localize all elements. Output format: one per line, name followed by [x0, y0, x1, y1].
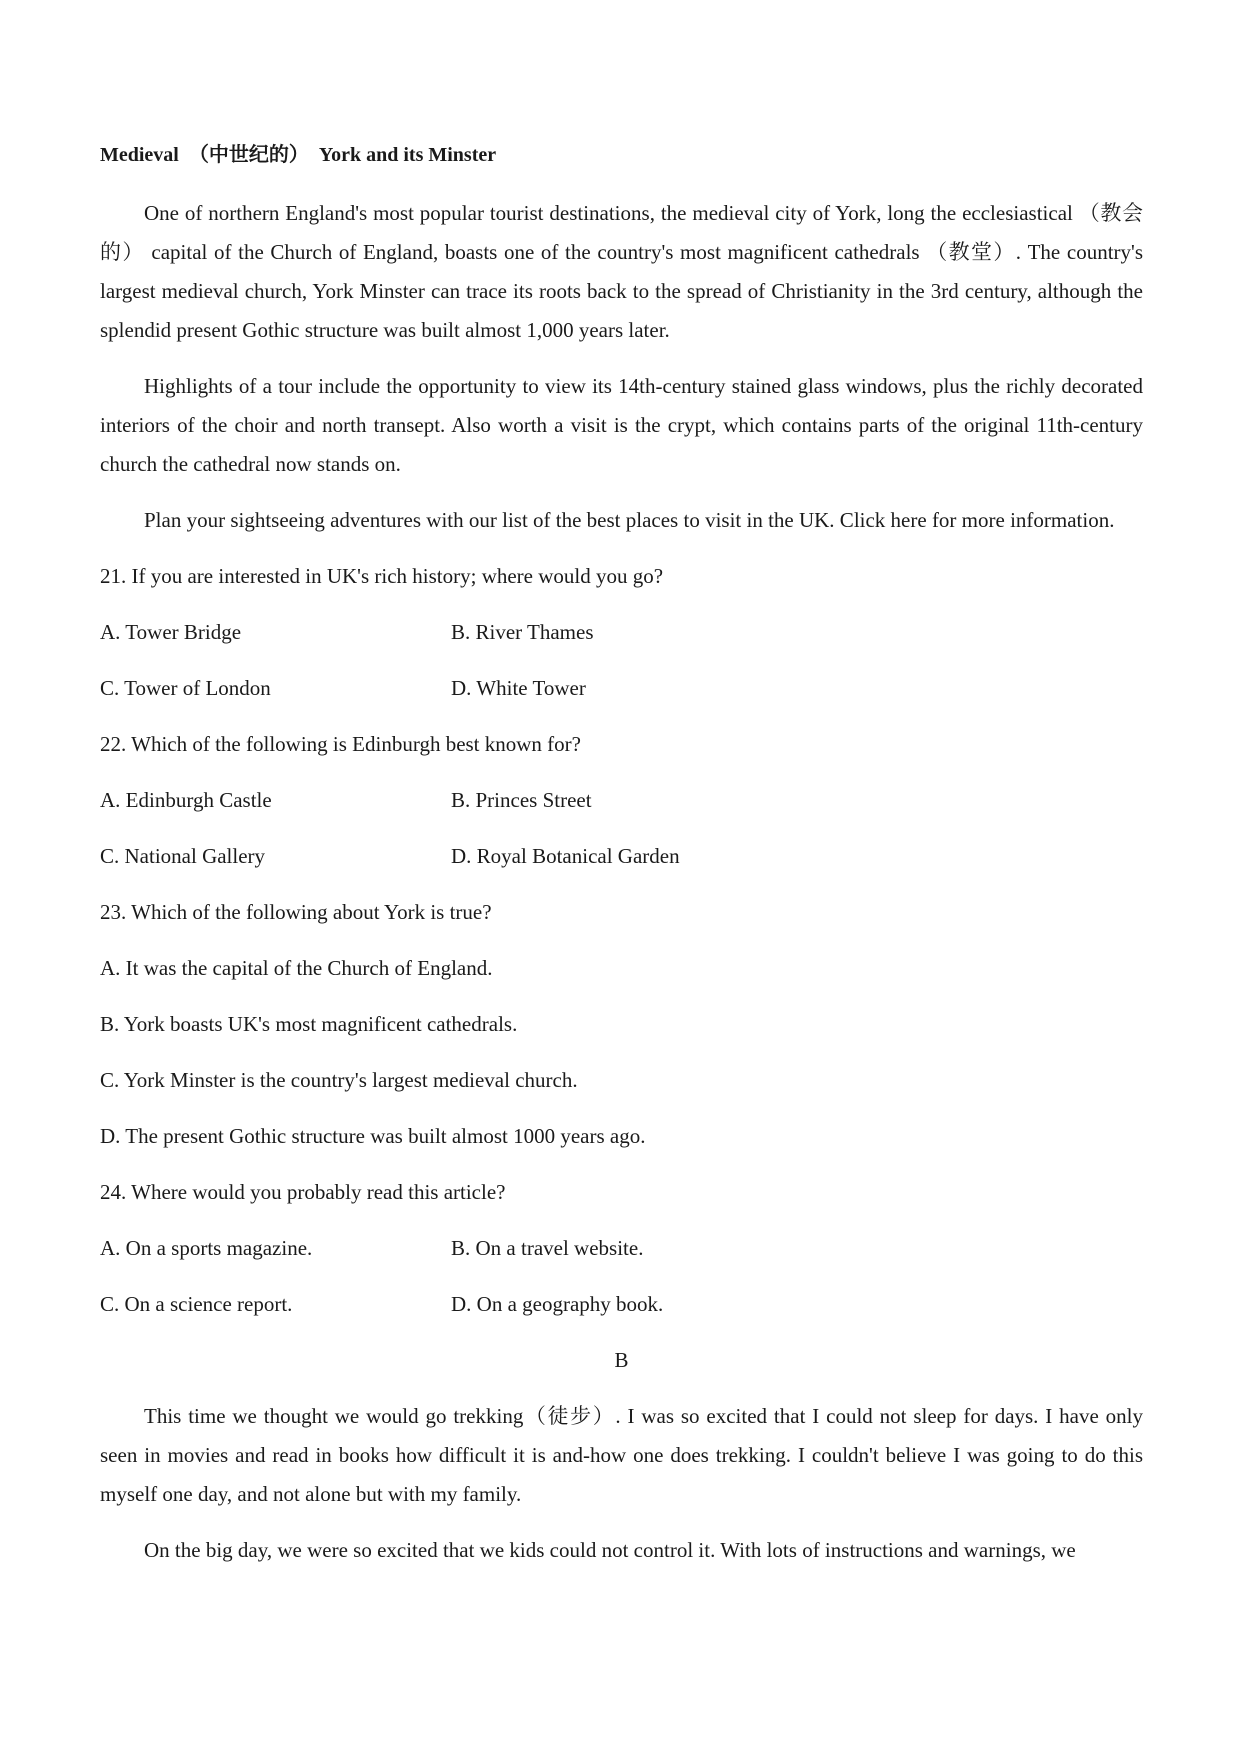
question-21-option-a: A. Tower Bridge	[100, 620, 242, 644]
passage-a-title	[100, 138, 1143, 172]
question-24-option-c: C. On a science report.	[100, 1292, 293, 1316]
question-22-option-a: A. Edinburgh Castle	[100, 788, 272, 812]
document-page	[100, 138, 1143, 1587]
question-22-options-row-1	[100, 781, 1143, 820]
question-23-stem: 23. Which of the following about York is true?	[100, 900, 492, 924]
question-24-option-b: B. On a travel website.	[451, 1236, 644, 1260]
passage-a-paragraph-3: Plan your sightseeing adventures with our list of the best places to visit in the UK. Click here for more information.	[144, 508, 1115, 532]
question-21-option-b: B. River Thames	[451, 620, 594, 644]
question-21-option-c: C. Tower of London	[100, 676, 271, 700]
question-22-option-d: D. Royal Botanical Garden	[451, 844, 680, 868]
title-en-part-1: Medieval	[100, 144, 179, 166]
question-22-option-c: C. National Gallery	[100, 844, 266, 868]
question-22-stem: 22. Which of the following is Edinburgh best known for?	[100, 732, 581, 756]
question-24-options-row-2	[100, 1285, 1143, 1324]
question-21-options-row-1	[100, 613, 1143, 652]
question-23-option-b: B. York boasts UK's most magnificent cathedrals.	[100, 1012, 518, 1036]
passage-a-paragraph-1: One of northern England's most popular tourist destinations, the medieval city of York, long the ecclesiastical （教会的） capital of the Church of England, boasts one of the country's most magnificent cathedrals （教堂）. The country's largest medieval church, York Minster can trace its roots back to the spread of Christianity in the 3rd century, although the splendid present Gothic structure was built almost 1,000 years later.	[100, 201, 1143, 342]
question-21-option-d: D. White Tower	[451, 676, 586, 700]
question-22-options-row-2	[100, 837, 1143, 876]
question-21-stem: 21. If you are interested in UK's rich history; where would you go?	[100, 564, 664, 588]
question-24-option-d: D. On a geography book.	[451, 1292, 664, 1316]
question-24-options-row-1	[100, 1229, 1143, 1268]
question-23-option-c: C. York Minster is the country's largest medieval church.	[100, 1068, 578, 1092]
question-23-option-a: A. It was the capital of the Church of England.	[100, 956, 493, 980]
passage-b-paragraph-1: This time we thought we would go trekking（徒步）. I was so excited that I could not sleep for days. I have only seen in movies and read in books how difficult it is and-how one does trekking. I couldn't believe I was going to do this myself one day, and not alone but with my family.	[100, 1404, 1143, 1506]
title-en-part-2: York and its Minster	[318, 144, 497, 166]
question-24-stem: 24. Where would you probably read this article?	[100, 1180, 506, 1204]
question-22-option-b: B. Princes Street	[451, 788, 592, 812]
passage-b-paragraph-2: On the big day, we were so excited that we kids could not control it. With lots of instructions and warnings, we	[144, 1538, 1076, 1562]
title-cn-part: （中世纪的）	[188, 144, 309, 166]
passage-b-heading: B	[614, 1348, 629, 1372]
question-21-options-row-2	[100, 669, 1143, 708]
question-23-option-d: D. The present Gothic structure was built almost 1000 years ago.	[100, 1124, 646, 1148]
question-24-option-a: A. On a sports magazine.	[100, 1236, 313, 1260]
passage-a-paragraph-2: Highlights of a tour include the opportunity to view its 14th-century stained glass windows, plus the richly decorated interiors of the choir and north transept. Also worth a visit is the crypt, which contains parts of the original 11th-century church the cathedral now stands on.	[100, 374, 1143, 476]
